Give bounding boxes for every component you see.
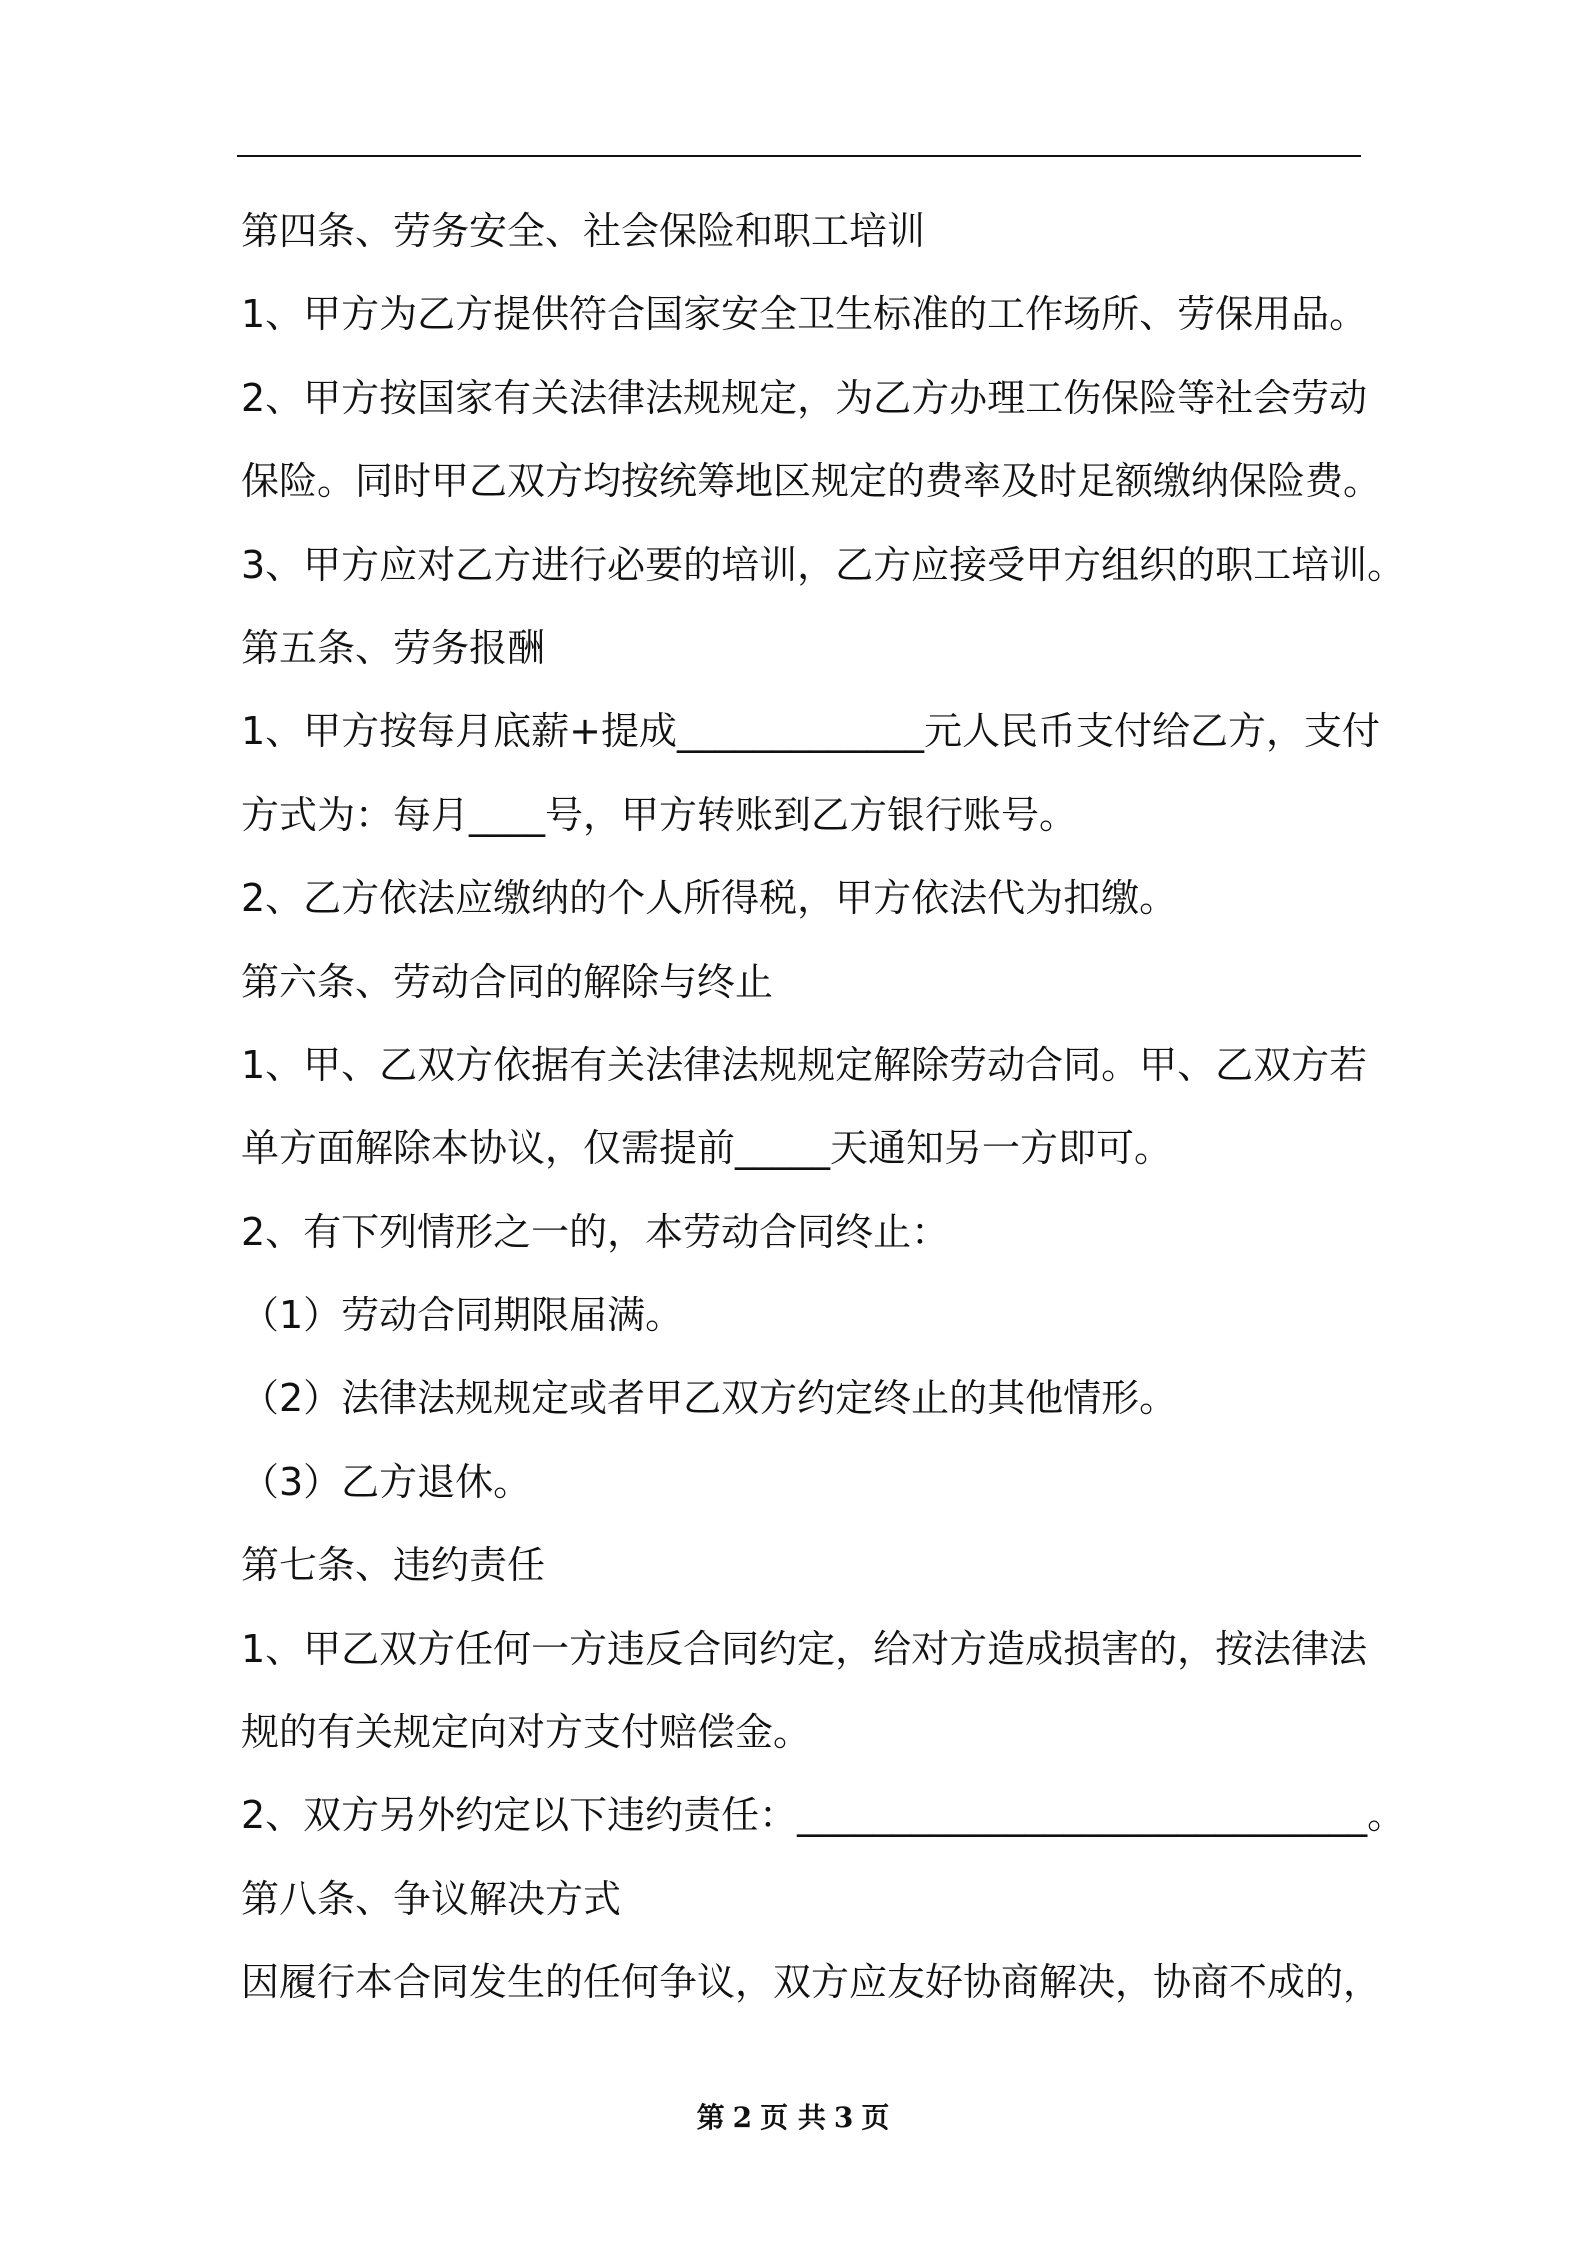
page-footer <box>0 2098 1586 2138</box>
header-rule <box>237 155 1361 157</box>
article-4-clause-1: 1、甲方为乙方提供符合国家安全卫生标准的工作场所、劳保用品。 <box>241 292 1368 337</box>
footer-total-pages: 3 <box>833 2101 854 2134</box>
article-7-clause-2: 2、双方另外约定以下违约责任：______________________________。 <box>241 1793 1406 1838</box>
article-7-clause-1: 1、甲乙双方任何一方违反合同约定，给对方造成损害的，按法律法 <box>241 1626 1368 1671</box>
article-5-clause-1-cont: 方式为：每月____号，甲方转账到乙方银行账号。 <box>241 792 1078 837</box>
article-7-heading: 第七条、违约责任 <box>241 1543 546 1588</box>
contract-body <box>241 190 1406 2025</box>
article-6-item-2: （2）法律法规规定或者甲乙双方约定终止的其他情形。 <box>241 1376 1178 1421</box>
article-4-clause-2: 2、甲方按国家有关法律法规规定，为乙方办理工伤保险等社会劳动 <box>241 375 1368 420</box>
article-4-heading: 第四条、劳务安全、社会保险和职工培训 <box>241 209 926 253</box>
footer-current-page: 2 <box>732 2101 753 2134</box>
article-6-clause-1-cont: 单方面解除本协议，仅需提前_____天通知另一方即可。 <box>241 1126 1173 1171</box>
article-5-clause-1: 1、甲方按每月底薪+提成_____________元人民币支付给乙方，支付 <box>241 709 1381 754</box>
footer-label-pages: 页 <box>861 2101 890 2134</box>
footer-label-of: 页 共 <box>760 2101 826 2134</box>
article-5-clause-2: 2、乙方依法应缴纳的个人所得税，甲方依法代为扣缴。 <box>241 876 1178 921</box>
article-6-heading: 第六条、劳动合同的解除与终止 <box>241 959 774 1004</box>
article-6-item-3: （3）乙方退休。 <box>241 1459 532 1504</box>
article-5-heading: 第五条、劳务报酬 <box>241 625 546 670</box>
article-7-clause-1-cont: 规的有关规定向对方支付赔偿金。 <box>241 1710 812 1755</box>
article-6-clause-1: 1、甲、乙双方依据有关法律法规规定解除劳动合同。甲、乙双方若 <box>241 1042 1368 1087</box>
footer-label-page: 第 <box>696 2101 725 2134</box>
article-8-heading: 第八条、争议解决方式 <box>241 1876 622 1921</box>
article-8-text: 因履行本合同发生的任何争议，双方应友好协商解决，协商不成的， <box>241 1960 1382 2005</box>
article-6-item-1: （1）劳动合同期限届满。 <box>241 1293 684 1338</box>
article-6-clause-2: 2、有下列情形之一的，本劳动合同终止： <box>241 1209 950 1254</box>
article-4-clause-2-cont: 保险。同时甲乙双方均按统筹地区规定的费率及时足额缴纳保险费。 <box>241 459 1382 504</box>
article-4-clause-3: 3、甲方应对乙方进行必要的培训，乙方应接受甲方组织的职工培训。 <box>241 542 1406 587</box>
